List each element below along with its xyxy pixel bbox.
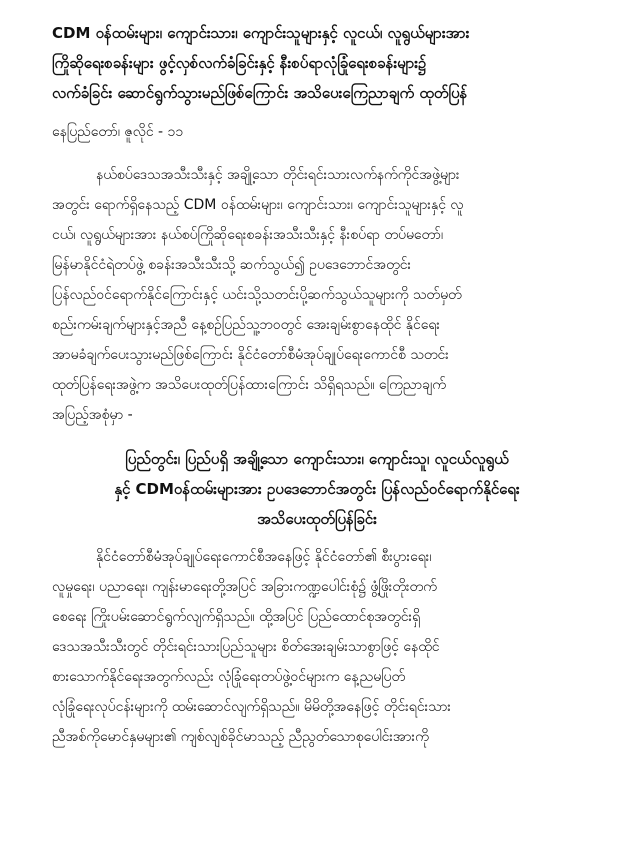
- paragraph-line: လူမှုရေး၊ ပညာရေး၊ ကျန်းမာရေးတို့အပြင် အခြားကဏ္ဍပေါင်းစုံ၌ ဖွံ့ဖြိုးတိုးတက်: [52, 579, 437, 595]
- paragraph-line: ဒေသအသီးသီးတွင် တိုင်းရင်းသားပြည်သူများ စိတ်အေးချမ်းသာစွာဖြင့် နေထိုင်: [52, 639, 440, 655]
- dateline: နေပြည်တော်၊ ဇူလိုင် - ၁၁: [52, 124, 184, 140]
- paragraph-line: စားသောက်နိုင်ရေးအတွက်လည်း လုံခြုံရေးတပ်ဖွဲ့ဝင်များက နေ့ညမပြတ်: [52, 669, 406, 685]
- paragraph-line: စည်းကမ်းချက်များနှင့်အညီ နေ့စဉ်ပြည်သူ့ဘဝတွင် အေးချမ်းစွာနေထိုင် နိုင်ရေး: [52, 317, 440, 333]
- paragraph-line: ပြန်လည်ဝင်ရောက်နိုင်ကြောင်းနှင့် ယင်းသို့သတင်းပို့ဆက်သွယ်သူများကို သတ်မှတ်: [52, 287, 462, 303]
- paragraph-line: နိုင်ငံတော်စီမံအုပ်ချုပ်ရေးကောင်စီအနေဖြင့် နိုင်ငံတော်၏ စီးပွားရေး၊: [96, 549, 432, 565]
- paragraph-line: မြန်မာနိုင်ငံရဲတပ်ဖွဲ့ စခန်းအသီးသီးသို့ ဆက်သွယ်၍ ဥပဒေဘောင်အတွင်း: [52, 257, 412, 273]
- body-paragraph: [52, 542, 582, 752]
- intro-paragraph: [52, 160, 582, 430]
- paragraph-line: အာမခံချက်ပေးသွားမည်ဖြစ်ကြောင်း နိုင်ငံတော်စီမံအုပ်ချုပ်ရေးကောင်စီ သတင်း: [52, 347, 449, 363]
- title-line: CDM ဝန်ထမ်းများ၊ ကျောင်းသား၊ ကျောင်းသူများနှင့် လူငယ်၊ လူရွယ်များအား: [52, 24, 470, 42]
- paragraph-line: စေရေး ကြိုးပမ်းဆောင်ရွက်လျက်ရှိသည်။ ထို့အပြင် ပြည်ထောင်စုအတွင်းရှိ: [52, 609, 421, 625]
- heading-line: နှင့် CDMဝန်ထမ်းများအား ဥပဒေဘောင်အတွင်း ပြန်လည်ဝင်ရောက်နိုင်ရေး: [114, 480, 520, 498]
- paragraph-line: လုံခြုံရေးလုပ်ငန်းများကို ထမ်းဆောင်လျက်ရှိသည်။ မိမိတို့အနေဖြင့် တိုင်းရင်းသား: [52, 699, 451, 715]
- announcement-heading: [52, 444, 582, 534]
- paragraph-line: နယ်စပ်ဒေသအသီးသီးနှင့် အချို့သော တိုင်းရင်းသားလက်နက်ကိုင်အဖွဲ့များ: [96, 167, 460, 183]
- paragraph-line: အတွင်း ရောက်ရှိနေသည့် CDM ဝန်ထမ်းများ၊ ကျောင်းသား၊ ကျောင်းသူများနှင့် လူ: [52, 197, 464, 213]
- heading-line: အသိပေးထုတ်ပြန်ခြင်း: [257, 510, 377, 528]
- document-page: [52, 18, 582, 752]
- document-title: [52, 18, 582, 108]
- title-line: လက်ခံခြင်း ဆောင်ရွက်သွားမည်ဖြစ်ကြောင်း အသိပေးကြေညာချက် ထုတ်ပြန်: [52, 84, 468, 102]
- paragraph-line: ငယ်၊ လူရွယ်များအား နယ်စပ်ကြိုဆိုရေးစခန်းအသီးသီးနှင့် နီးစပ်ရာ တပ်မတော်၊: [52, 227, 444, 243]
- paragraph-line: အပြည့်အစုံမှာ -: [52, 407, 133, 423]
- paragraph-line: ညီအစ်ကိုမောင်နှမများ၏ ကျစ်လျစ်ခိုင်မာသည့် ညီညွတ်သောစုပေါင်းအားကို: [52, 729, 429, 745]
- paragraph-line: ထုတ်ပြန်ရေးအဖွဲ့က အသိပေးထုတ်ပြန်ထားကြောင်း သိရှိရသည်။ ကြေညာချက်: [52, 377, 446, 393]
- title-line: ကြိုဆိုရေးစခန်းများ ဖွင့်လှစ်လက်ခံခြင်းနှင့် နီးစပ်ရာလုံခြုံရေးစခန်းများ၌: [52, 54, 427, 72]
- heading-line: ပြည်တွင်း၊ ပြည်ပရှိ အချို့သော ကျောင်းသား၊ ကျောင်းသူ၊ လူငယ်လူရွယ်: [125, 450, 509, 468]
